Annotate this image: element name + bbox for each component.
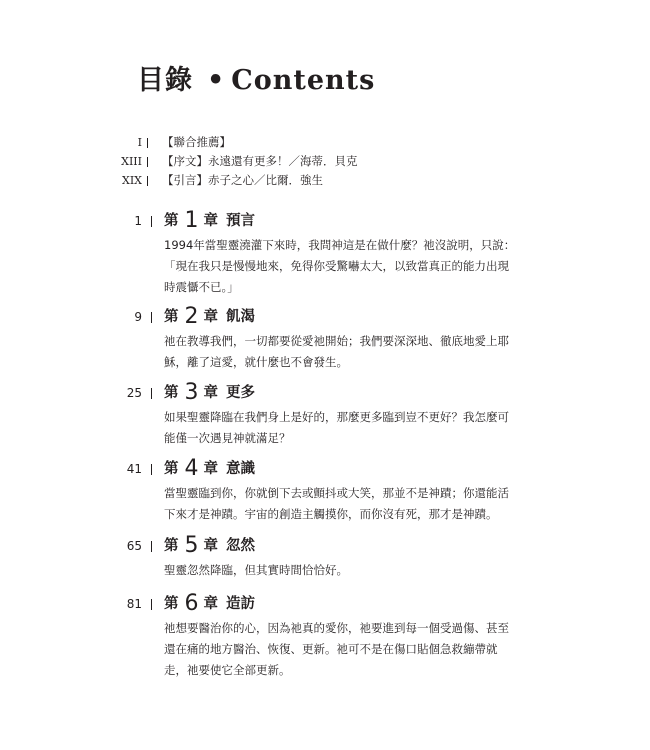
divider [151, 216, 152, 227]
chapter-name: 忽然 [226, 538, 255, 554]
chapter-page: 9 [134, 310, 142, 324]
chapter-prefix: 第 [164, 385, 179, 401]
chapter-page: 25 [126, 386, 142, 400]
chapter-entry[interactable] [0, 456, 650, 521]
chapter-name: 更多 [226, 385, 255, 401]
chapter-suffix: 章 [203, 461, 218, 477]
chapter-number: 4 [184, 456, 199, 481]
front-matter-list [0, 133, 650, 190]
chapter-name: 意識 [226, 461, 255, 477]
chapter-summary: 當聖靈臨到你，你就倒下去或顫抖或大笑，那並不是神蹟；你還能活下來才是神蹟。宇宙的創造主觸摸你，而你沒有死，那才是神蹟。 [164, 486, 509, 521]
chapter-name: 飢渴 [226, 309, 255, 325]
chapter-entry[interactable] [0, 533, 650, 577]
chapter-suffix: 章 [203, 309, 218, 325]
chapter-name: 預言 [226, 213, 255, 229]
chapter-title[interactable] [164, 593, 255, 615]
chapter-suffix: 章 [203, 538, 218, 554]
chapter-entry[interactable] [0, 208, 650, 294]
chapter-title[interactable] [164, 382, 255, 404]
front-matter-title: 【引言】赤子之心／比爾．強生 [162, 173, 323, 187]
chapter-summary: 祂想要醫治你的心，因為祂真的愛你，祂要進到每一個受過傷、甚至還在痛的地方醫治、恢復、更新。祂可不是在傷口貼個急救繃帶就走，祂要使它全部更新。 [164, 621, 509, 677]
chapter-name: 造訪 [226, 596, 255, 612]
chapter-title[interactable] [164, 458, 255, 480]
front-matter-title: 【序文】永遠還有更多！／海蒂．貝克 [162, 154, 358, 168]
divider [151, 599, 152, 610]
chapter-number: 2 [184, 304, 199, 329]
chapter-entry[interactable] [0, 380, 650, 445]
front-matter-item[interactable] [0, 133, 650, 152]
chapter-entry[interactable] [0, 304, 650, 369]
title-main: 目錄 [137, 65, 193, 96]
chapter-number: 1 [184, 208, 199, 233]
chapter-entry[interactable] [0, 591, 650, 677]
chapter-suffix: 章 [203, 385, 218, 401]
chapter-summary: 聖靈忽然降臨，但其實時間恰恰好。 [164, 563, 348, 577]
front-matter-item[interactable] [0, 171, 650, 190]
chapter-summary: 如果聖靈降臨在我們身上是好的，那麼更多臨到豈不更好？我怎麼可能僅一次遇見神就滿足？ [164, 410, 509, 445]
front-matter-page: XIX [121, 174, 142, 187]
title-bullet: • [207, 65, 226, 96]
chapter-page: 41 [126, 462, 142, 476]
chapter-suffix: 章 [203, 213, 218, 229]
page-title [137, 58, 375, 97]
divider [151, 464, 152, 475]
chapter-title[interactable] [164, 210, 255, 232]
divider [151, 388, 152, 399]
chapter-number: 3 [184, 380, 199, 405]
chapter-page: 1 [134, 214, 142, 228]
chapter-number: 6 [184, 591, 199, 616]
divider [151, 312, 152, 323]
title-sub: Contents [231, 65, 376, 96]
chapter-page: 81 [126, 597, 142, 611]
chapter-summary: 祂在教導我們，一切都要從愛祂開始；我們要深深地、徹底地愛上耶穌，離了這愛，就什麼也不會發生。 [164, 334, 509, 369]
chapter-prefix: 第 [164, 596, 179, 612]
divider [147, 176, 148, 186]
chapter-title[interactable] [164, 306, 255, 328]
divider [147, 138, 148, 148]
chapter-suffix: 章 [203, 596, 218, 612]
divider [147, 157, 148, 167]
chapter-prefix: 第 [164, 309, 179, 325]
chapter-prefix: 第 [164, 538, 179, 554]
front-matter-item[interactable] [0, 152, 650, 171]
chapter-title[interactable] [164, 535, 255, 557]
front-matter-page: XIII [121, 155, 142, 168]
divider [151, 541, 152, 552]
front-matter-title: 【聯合推薦】 [162, 135, 231, 149]
chapter-prefix: 第 [164, 213, 179, 229]
chapter-prefix: 第 [164, 461, 179, 477]
front-matter-page: I [137, 136, 142, 149]
chapter-summary: 1994年當聖靈澆灌下來時，我問神這是在做什麼？祂沒說明，只說：「現在我只是慢慢地來，免得你受驚嚇太大，以致當真正的能力出現時震懾不已。」 [164, 238, 516, 294]
chapter-number: 5 [184, 533, 199, 558]
chapter-page: 65 [126, 539, 142, 553]
